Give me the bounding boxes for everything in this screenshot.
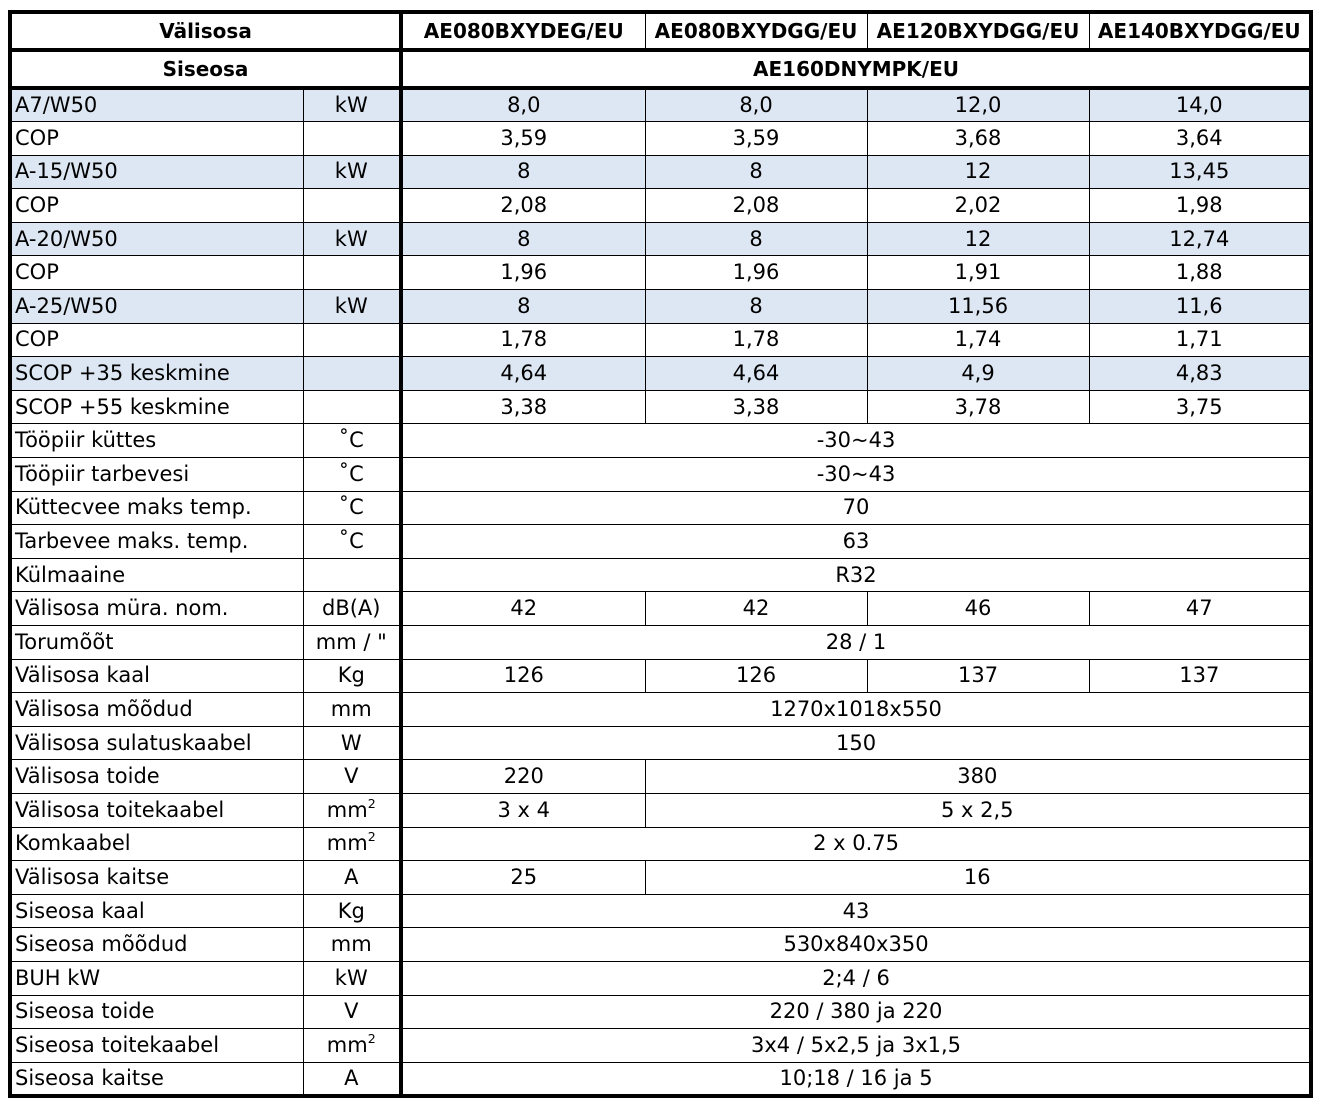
unit-text: ˚C — [338, 529, 364, 554]
model-header-4: AE140BXYDGG/EU — [1089, 12, 1311, 50]
value-cell: 2,08 — [401, 189, 645, 223]
value-cell: 4,64 — [645, 357, 867, 391]
value-cell: 1,78 — [645, 323, 867, 357]
row-label: Torumõõt — [10, 626, 303, 660]
row-label: Välisosa kaal — [10, 659, 303, 693]
table-row — [10, 928, 1311, 962]
row-label: Siseosa kaitse — [10, 1062, 303, 1096]
table-row — [10, 894, 1311, 928]
table-row — [10, 693, 1311, 727]
merged-value-cell: 43 — [401, 894, 1311, 928]
table-row — [10, 357, 1311, 391]
row-label: COP — [10, 256, 303, 290]
unit-superscript: 2 — [367, 1031, 376, 1047]
row-label: Välisosa kaitse — [10, 861, 303, 895]
value-cell: 3,75 — [1089, 390, 1311, 424]
row-label: Välisosa mõõdud — [10, 693, 303, 727]
value-cell: 1,71 — [1089, 323, 1311, 357]
unit-text: kW — [334, 226, 368, 251]
row-unit — [303, 155, 401, 189]
indoor-unit-header: Siseosa — [10, 50, 401, 88]
row-unit — [303, 357, 401, 391]
value-cell: 14,0 — [1089, 88, 1311, 122]
merged-value-cell: 150 — [401, 726, 1311, 760]
value-cell: 25 — [401, 861, 645, 895]
value-cell: 42 — [401, 592, 645, 626]
unit-text: mm — [330, 696, 372, 721]
table-row — [10, 558, 1311, 592]
row-unit — [303, 928, 401, 962]
value-cell: 4,64 — [401, 357, 645, 391]
header-row-outdoor — [10, 12, 1311, 50]
value-cell: 2,02 — [867, 189, 1089, 223]
merged-value-cell: -30~43 — [401, 424, 1311, 458]
merged-value-cell: 70 — [401, 491, 1311, 525]
row-label: Tarbevee maks. temp. — [10, 525, 303, 559]
unit-text: mm — [330, 932, 372, 957]
row-unit — [303, 525, 401, 559]
value-cell: 8 — [401, 222, 645, 256]
value-cell: 8 — [645, 222, 867, 256]
value-cell: 12 — [867, 155, 1089, 189]
header-row-indoor — [10, 50, 1311, 88]
row-label: A-25/W50 — [10, 290, 303, 324]
merged-value-cell: 3x4 / 5x2,5 ja 3x1,5 — [401, 1029, 1311, 1063]
value-cell: 3,78 — [867, 390, 1089, 424]
value-cell: 8 — [401, 290, 645, 324]
row-label: Külmaaine — [10, 558, 303, 592]
merged-value-cell: 380 — [645, 760, 1311, 794]
table-row — [10, 726, 1311, 760]
row-label: SCOP +55 keskmine — [10, 390, 303, 424]
value-cell: 3,59 — [401, 122, 645, 156]
value-cell: 13,45 — [1089, 155, 1311, 189]
merged-value-cell: 2;4 / 6 — [401, 961, 1311, 995]
value-cell: 2,08 — [645, 189, 867, 223]
row-unit — [303, 961, 401, 995]
table-row — [10, 592, 1311, 626]
row-unit — [303, 726, 401, 760]
table-row — [10, 390, 1311, 424]
row-label: Siseosa toide — [10, 995, 303, 1029]
unit-superscript: 2 — [367, 795, 376, 811]
unit-text: W — [340, 730, 362, 755]
value-cell: 220 — [401, 760, 645, 794]
merged-value-cell: 28 / 1 — [401, 626, 1311, 660]
row-unit — [303, 323, 401, 357]
row-unit — [303, 1029, 401, 1063]
row-unit — [303, 424, 401, 458]
value-cell: 1,96 — [645, 256, 867, 290]
value-cell: 12 — [867, 222, 1089, 256]
table-row — [10, 793, 1311, 827]
row-label: COP — [10, 122, 303, 156]
row-unit — [303, 222, 401, 256]
merged-value-cell: 530x840x350 — [401, 928, 1311, 962]
unit-text: ˚C — [338, 495, 364, 520]
indoor-model-header: AE160DNYMPK/EU — [401, 50, 1311, 88]
unit-text: mm — [326, 1032, 368, 1057]
merged-value-cell: 2 x 0.75 — [401, 827, 1311, 861]
value-cell: 8 — [401, 155, 645, 189]
row-label: Siseosa toitekaabel — [10, 1029, 303, 1063]
table-row — [10, 760, 1311, 794]
table-row — [10, 1062, 1311, 1096]
value-cell: 42 — [645, 592, 867, 626]
row-unit — [303, 88, 401, 122]
row-label: COP — [10, 189, 303, 223]
value-cell: 8,0 — [401, 88, 645, 122]
unit-text: dB(A) — [322, 596, 381, 621]
row-label: Välisosa müra. nom. — [10, 592, 303, 626]
value-cell: 11,6 — [1089, 290, 1311, 324]
value-cell: 137 — [1089, 659, 1311, 693]
row-label: SCOP +35 keskmine — [10, 357, 303, 391]
merged-value-cell: 5 x 2,5 — [645, 793, 1311, 827]
value-cell: 1,74 — [867, 323, 1089, 357]
value-cell: 4,9 — [867, 357, 1089, 391]
row-unit — [303, 626, 401, 660]
value-cell: 137 — [867, 659, 1089, 693]
value-cell: 126 — [401, 659, 645, 693]
table-row — [10, 458, 1311, 492]
unit-text: ˚C — [338, 461, 364, 486]
row-label: A-20/W50 — [10, 222, 303, 256]
row-unit — [303, 827, 401, 861]
value-cell: 8 — [645, 290, 867, 324]
unit-superscript: 2 — [367, 829, 376, 845]
value-cell: 3,38 — [401, 390, 645, 424]
table-row — [10, 155, 1311, 189]
row-unit — [303, 256, 401, 290]
table-row — [10, 222, 1311, 256]
merged-value-cell: 1270x1018x550 — [401, 693, 1311, 727]
row-label: Tööpiir küttes — [10, 424, 303, 458]
unit-text: kW — [334, 93, 368, 118]
merged-value-cell: R32 — [401, 558, 1311, 592]
table-row — [10, 626, 1311, 660]
table-row — [10, 189, 1311, 223]
value-cell: 12,74 — [1089, 222, 1311, 256]
row-unit — [303, 659, 401, 693]
value-cell: 47 — [1089, 592, 1311, 626]
value-cell: 3 x 4 — [401, 793, 645, 827]
unit-text: V — [344, 999, 359, 1024]
row-label: BUH kW — [10, 961, 303, 995]
merged-value-cell: 63 — [401, 525, 1311, 559]
table-row — [10, 323, 1311, 357]
row-label: Siseosa kaal — [10, 894, 303, 928]
unit-text: Kg — [337, 898, 365, 923]
row-unit — [303, 189, 401, 223]
row-label: Tööpiir tarbevesi — [10, 458, 303, 492]
merged-value-cell: 220 / 380 ja 220 — [401, 995, 1311, 1029]
value-cell: 8,0 — [645, 88, 867, 122]
table-row — [10, 256, 1311, 290]
value-cell: 1,96 — [401, 256, 645, 290]
row-label: Siseosa mõõdud — [10, 928, 303, 962]
unit-text: A — [344, 1065, 359, 1090]
value-cell: 3,59 — [645, 122, 867, 156]
row-unit — [303, 491, 401, 525]
unit-text: mm — [326, 797, 368, 822]
table-row — [10, 659, 1311, 693]
value-cell: 46 — [867, 592, 1089, 626]
value-cell: 1,91 — [867, 256, 1089, 290]
table-row — [10, 424, 1311, 458]
value-cell: 3,38 — [645, 390, 867, 424]
merged-value-cell: 10;18 / 16 ja 5 — [401, 1062, 1311, 1096]
table-row — [10, 995, 1311, 1029]
value-cell: 3,64 — [1089, 122, 1311, 156]
table-row — [10, 861, 1311, 895]
value-cell: 1,98 — [1089, 189, 1311, 223]
unit-text: Kg — [337, 663, 365, 688]
row-label: A7/W50 — [10, 88, 303, 122]
unit-text: ˚C — [338, 428, 364, 453]
row-label: Välisosa sulatuskaabel — [10, 726, 303, 760]
table-row — [10, 1029, 1311, 1063]
row-unit — [303, 894, 401, 928]
row-unit — [303, 122, 401, 156]
row-unit — [303, 290, 401, 324]
table-row — [10, 290, 1311, 324]
row-unit — [303, 793, 401, 827]
row-unit — [303, 458, 401, 492]
unit-text: kW — [334, 293, 368, 318]
table-row — [10, 961, 1311, 995]
model-header-2: AE080BXYDGG/EU — [645, 12, 867, 50]
value-cell: 1,88 — [1089, 256, 1311, 290]
row-label: Komkaabel — [10, 827, 303, 861]
model-header-3: AE120BXYDGG/EU — [867, 12, 1089, 50]
unit-text: kW — [334, 965, 368, 990]
row-label: COP — [10, 323, 303, 357]
row-unit — [303, 592, 401, 626]
unit-text: mm / " — [315, 629, 387, 654]
value-cell: 8 — [645, 155, 867, 189]
unit-text: V — [344, 764, 359, 789]
value-cell: 12,0 — [867, 88, 1089, 122]
table-row — [10, 525, 1311, 559]
table-row — [10, 122, 1311, 156]
model-header-1: AE080BXYDEG/EU — [401, 12, 645, 50]
row-label: Välisosa toide — [10, 760, 303, 794]
row-label: Küttecvee maks temp. — [10, 491, 303, 525]
row-unit — [303, 558, 401, 592]
row-unit — [303, 861, 401, 895]
row-unit — [303, 390, 401, 424]
unit-text: mm — [326, 831, 368, 856]
row-unit — [303, 760, 401, 794]
row-unit — [303, 1062, 401, 1096]
value-cell: 126 — [645, 659, 867, 693]
row-unit — [303, 995, 401, 1029]
table-row — [10, 491, 1311, 525]
value-cell: 1,78 — [401, 323, 645, 357]
value-cell: 4,83 — [1089, 357, 1311, 391]
merged-value-cell: -30~43 — [401, 458, 1311, 492]
merged-value-cell: 16 — [645, 861, 1311, 895]
value-cell: 3,68 — [867, 122, 1089, 156]
outdoor-unit-header: Välisosa — [10, 12, 401, 50]
table-row — [10, 827, 1311, 861]
row-label: A-15/W50 — [10, 155, 303, 189]
table-row — [10, 88, 1311, 122]
row-label: Välisosa toitekaabel — [10, 793, 303, 827]
value-cell: 11,56 — [867, 290, 1089, 324]
row-unit — [303, 693, 401, 727]
spec-table — [8, 10, 1313, 1098]
unit-text: kW — [334, 159, 368, 184]
unit-text: A — [344, 864, 359, 889]
